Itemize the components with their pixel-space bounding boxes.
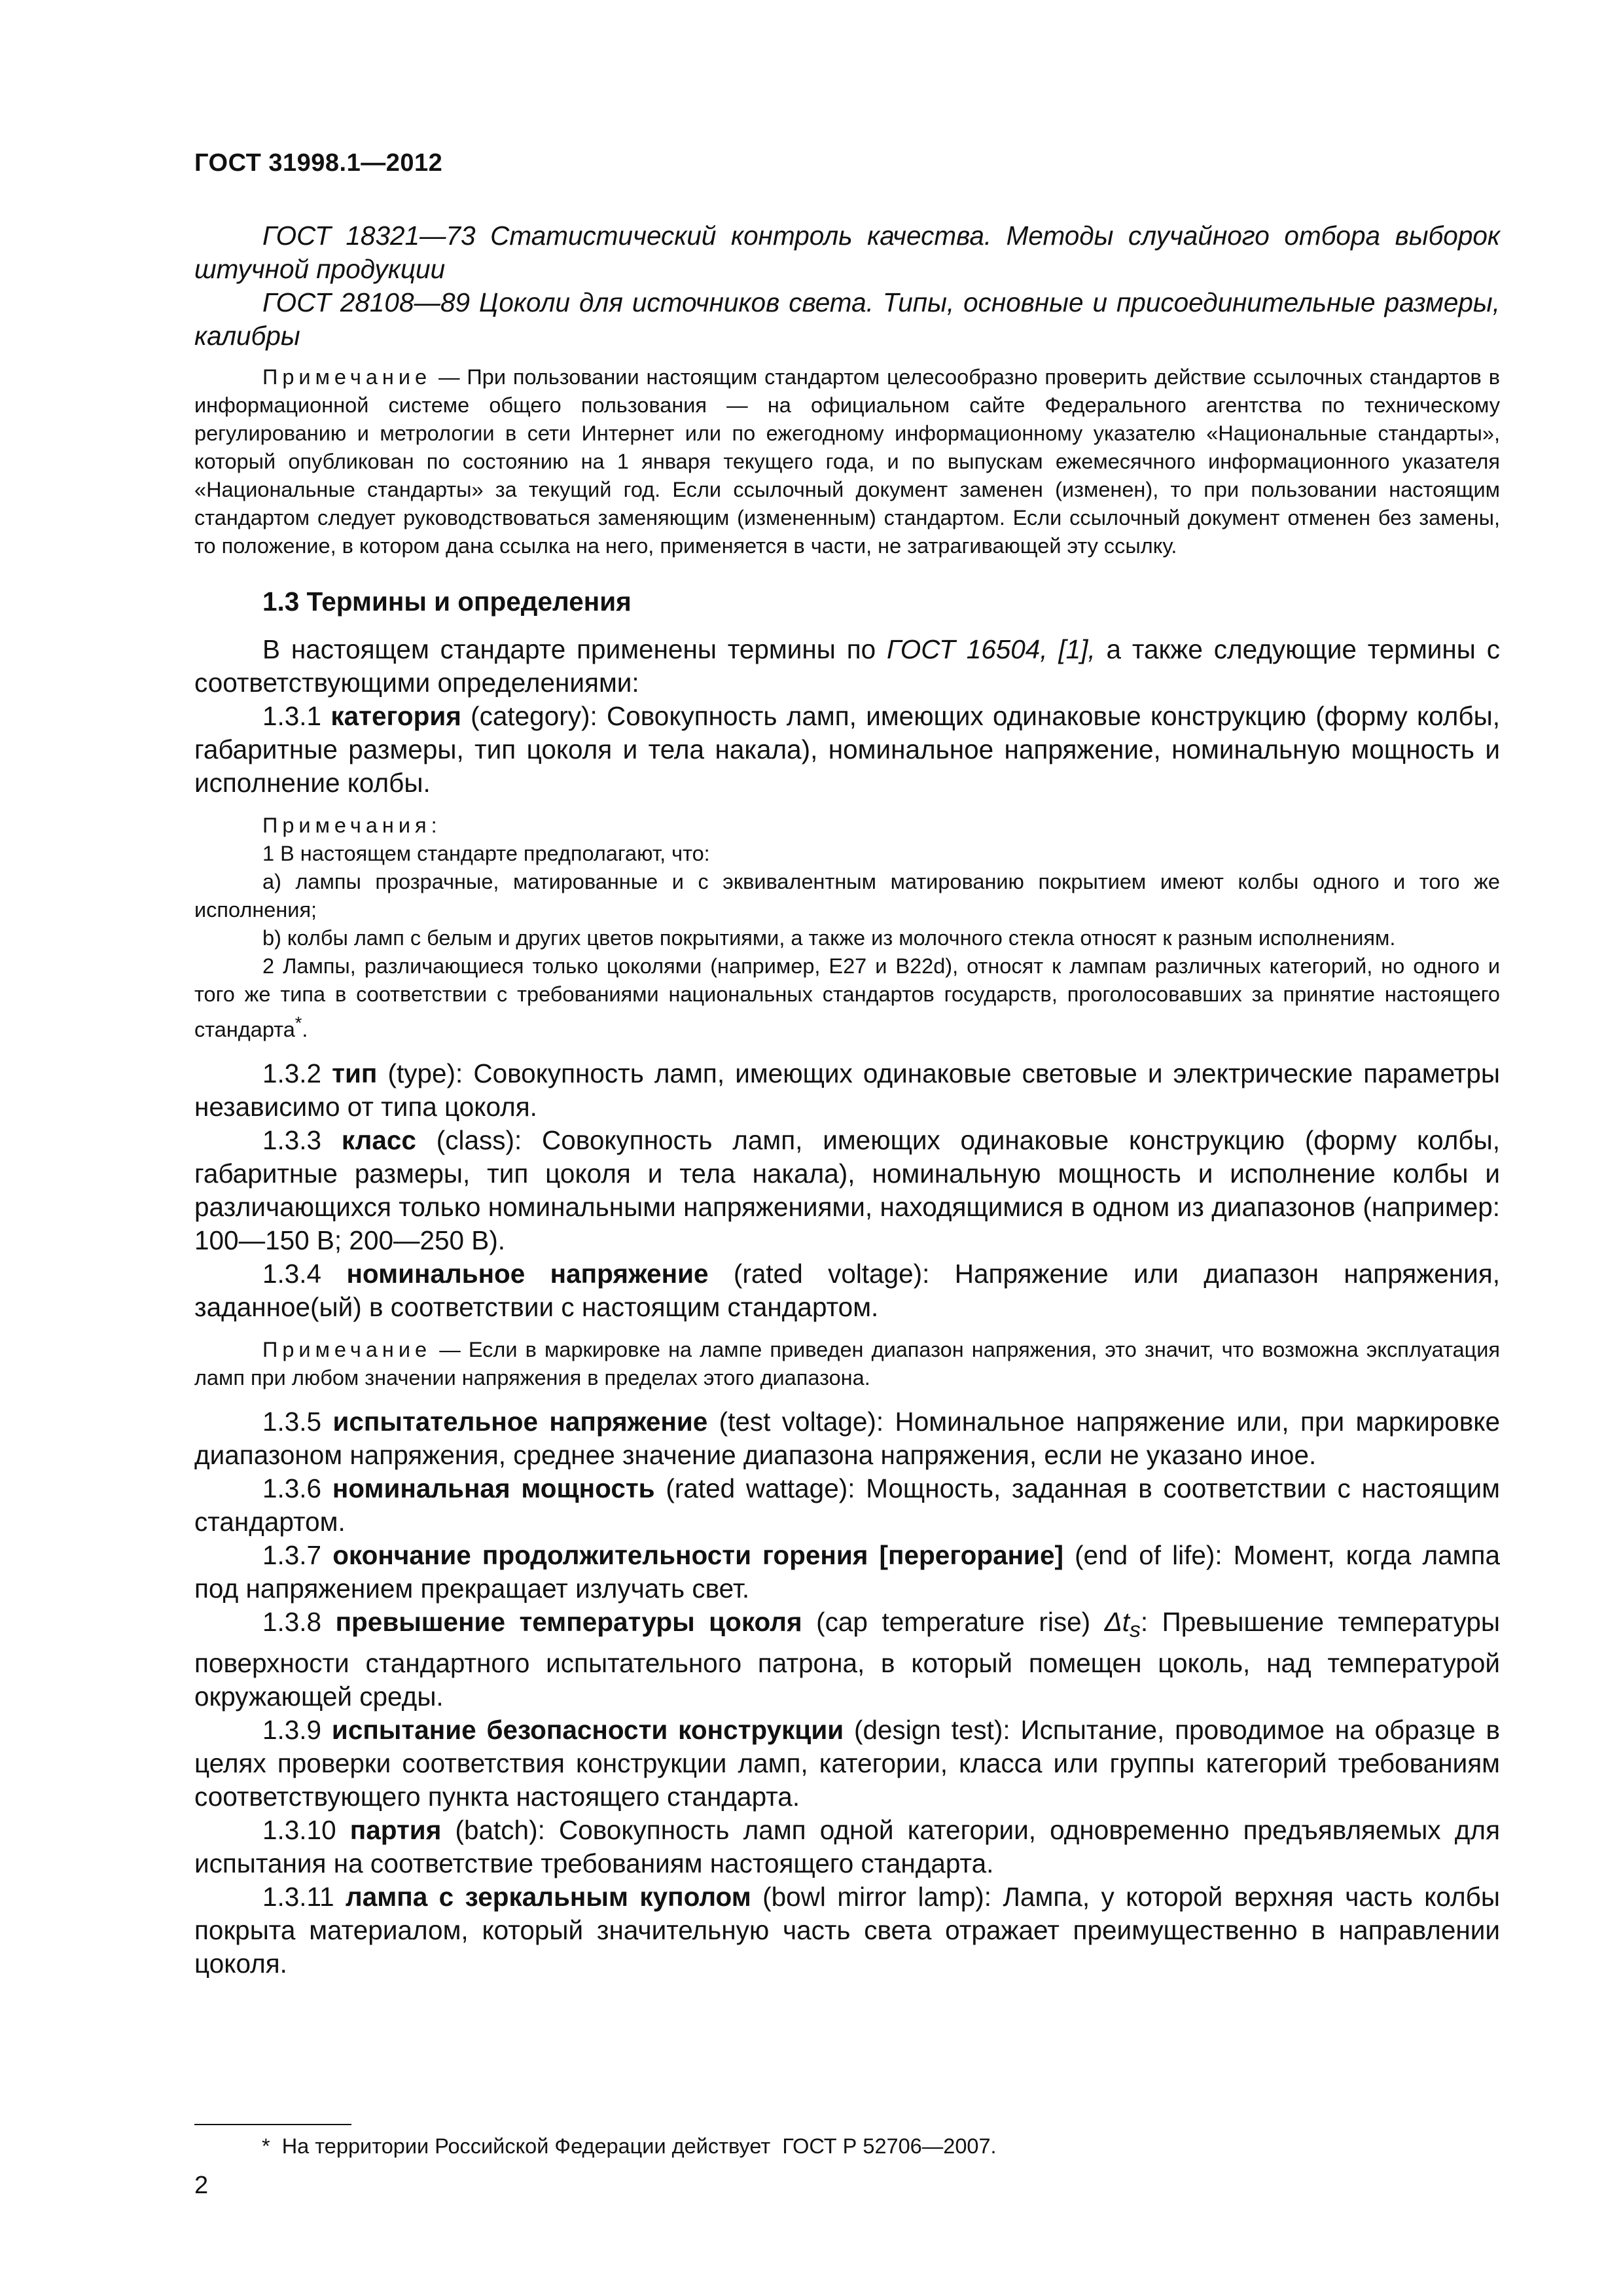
term-definition: 1.3.6 номинальная мощность (rated wattage): Мощность, заданная в соответствии с настоящим стандартом. <box>194 1473 1500 1537</box>
term-name: номинальная мощность <box>332 1473 655 1503</box>
term-name: испытание безопасности конструкции <box>331 1714 844 1745</box>
note-item: 2 Лампы, различающиеся только цоколями (например, Е27 и В22d), относят к лампам различных категорий, но одного и того же типа в соответствии с требованиями национальных стандартов государств, проголосовавших за принятие настоящего стандарта*. <box>194 954 1500 1041</box>
term-name: класс <box>341 1124 416 1155</box>
note-label: Примечание <box>262 1337 432 1361</box>
term-name: испытательное напряжение <box>332 1406 708 1437</box>
note-item: а) лампы прозрачные, матированные и с эквивалентным матированию покрытием имеют колбы одного и того же исполнения; <box>194 870 1500 922</box>
term-name: категория <box>330 701 461 731</box>
math-subscript: s <box>1130 1617 1141 1642</box>
notes-block <box>194 812 1500 1044</box>
intro-paragraph: В настоящем стандарте применены термины по ГОСТ 16504, [1], а также следующие термины с соответствующими определениями: <box>194 634 1500 698</box>
term-name: партия <box>349 1814 442 1845</box>
note-item: b) колбы ламп с белым и других цветов покрытиями, а также из молочного стекла относят к разным исполнениям. <box>262 926 1396 950</box>
document-header: ГОСТ 31998.1—2012 <box>194 149 443 177</box>
normative-reference: ГОСТ 28108—89 Цоколи для источников света. Типы, основные и присоединительные размеры, калибры <box>194 287 1500 351</box>
term-definition <box>194 700 1500 800</box>
term-definition: 1.3.8 превышение температуры цоколя (cap temperature rise) $\Delta t_s$: Превышение температуры поверхности стандартного испытательного патрона, в который помещен цоколь, над температурой окружающей среды. <box>194 1606 1500 1712</box>
term-name: лампа с зеркальным куполом <box>346 1881 751 1912</box>
reference-link-text: ГОСТ 16504, [1], <box>887 634 1096 664</box>
term-def: (category): Совокупность ламп, имеющих одинаковые конструкцию (форму колбы, габаритные размеры, тип цоколя и тела накала), номинальное напряжение, номинальную мощность и исполнение колбы. <box>194 701 1500 798</box>
term-definition: 1.3.11 лампа с зеркальным куполом (bowl mirror lamp): Лампа, у которой верхняя часть колбы покрыта материалом, который значительную часть света отражает преимущественно в направлении цоколя. <box>194 1881 1500 1979</box>
footnote-separator <box>194 2124 351 2125</box>
note-paragraph: Примечание — Если в маркировке на лампе приведен диапазон напряжения, это значит, что возможна эксплуатация ламп при любом значении напряжения в пределах этого диапазона. <box>194 1337 1500 1390</box>
term-name: превышение температуры цоколя <box>335 1606 802 1637</box>
term-name: тип <box>332 1058 378 1088</box>
footnote-text: На территории Российской Федерации действует ГОСТ Р 52706—2007. <box>270 2134 997 2158</box>
section-title: 1.3 Термины и определения <box>262 586 632 617</box>
note-text: — При пользовании настоящим стандартом целесообразно проверить действие ссылочных стандартов в информационной системе общего пользования — на официальном сайте Федерального агентства по техническому регулированию и метрологии в сети Интернет или по ежегодному информационному указателю «Национальные стандарты», который опубликован по состоянию на 1 января текущего года, и по выпускам ежемесячного информационного указателя «Национальные стандарты» за текущий год. Если ссылочный документ заменен (изменен), то при пользовании настоящим стандартом следует руководствоваться заменяющим (измененным) стандартом. Если ссылочный документ отменен без замены, то положение, в котором дана ссылка на него, применяется в части, не затрагивающей эту ссылку. <box>194 365 1500 558</box>
term-definition: 1.3.7 окончание продолжительности горения [перегорание] (end of life): Момент, когда лампа под напряжением прекращает излучать свет. <box>194 1539 1500 1604</box>
page-content <box>194 219 1500 1981</box>
term-definition: 1.3.9 испытание безопасности конструкции (design test): Испытание, проводимое на образце в целях проверки соответствия конструкции ламп, категории, класса или группы категорий требованиям соответствующего пункта настоящего стандарта. <box>194 1714 1500 1812</box>
note-paragraph <box>194 363 1500 560</box>
term-definition: 1.3.4 номинальное напряжение (rated voltage): Напряжение или диапазон напряжения, заданное(ый) в соответствии с настоящим стандартом. <box>194 1258 1500 1322</box>
notes-label: Примечания: <box>262 814 442 837</box>
term-definition: 1.3.10 партия (batch): Совокупность ламп одной категории, одновременно предъявляемых для испытания на соответствие требованиям настоящего стандарта. <box>194 1814 1500 1878</box>
term-number: 1.3.1 <box>262 701 331 731</box>
note-label: Примечание <box>262 365 432 389</box>
normative-reference: ГОСТ 18321—73 Статистический контроль качества. Методы случайного отбора выборок штучной продукции <box>194 221 1500 284</box>
footnote <box>262 2132 997 2161</box>
page-number: 2 <box>194 2172 209 2199</box>
term-name: окончание продолжительности горения [перегорание] <box>332 1539 1063 1570</box>
footnote-mark: * <box>262 2134 270 2158</box>
term-name: номинальное напряжение <box>346 1258 709 1289</box>
math-symbol: Δt <box>1104 1606 1130 1637</box>
term-definition: 1.3.3 класс (class): Совокупность ламп, имеющих одинаковые конструкцию (форму колбы, габаритные размеры, тип цоколя и тела накала), номинальную мощность и исполнение колбы и различающихся только номинальными напряжениями, находящимися в одном из диапазонов (например: 100—150 В; 200—250 В). <box>194 1124 1500 1255</box>
term-definition: 1.3.2 тип (type): Совокупность ламп, имеющих одинаковые световые и электрические параметры независимо от типа цоколя. <box>194 1058 1500 1122</box>
note-item: 1 В настоящем стандарте предполагают, что: <box>262 842 710 865</box>
footnote-mark: * <box>294 1013 302 1033</box>
term-definition: 1.3.5 испытательное напряжение (test voltage): Номинальное напряжение или, при маркировке диапазоном напряжения, среднее значение диапазона напряжения, если не указано иное. <box>194 1406 1500 1470</box>
